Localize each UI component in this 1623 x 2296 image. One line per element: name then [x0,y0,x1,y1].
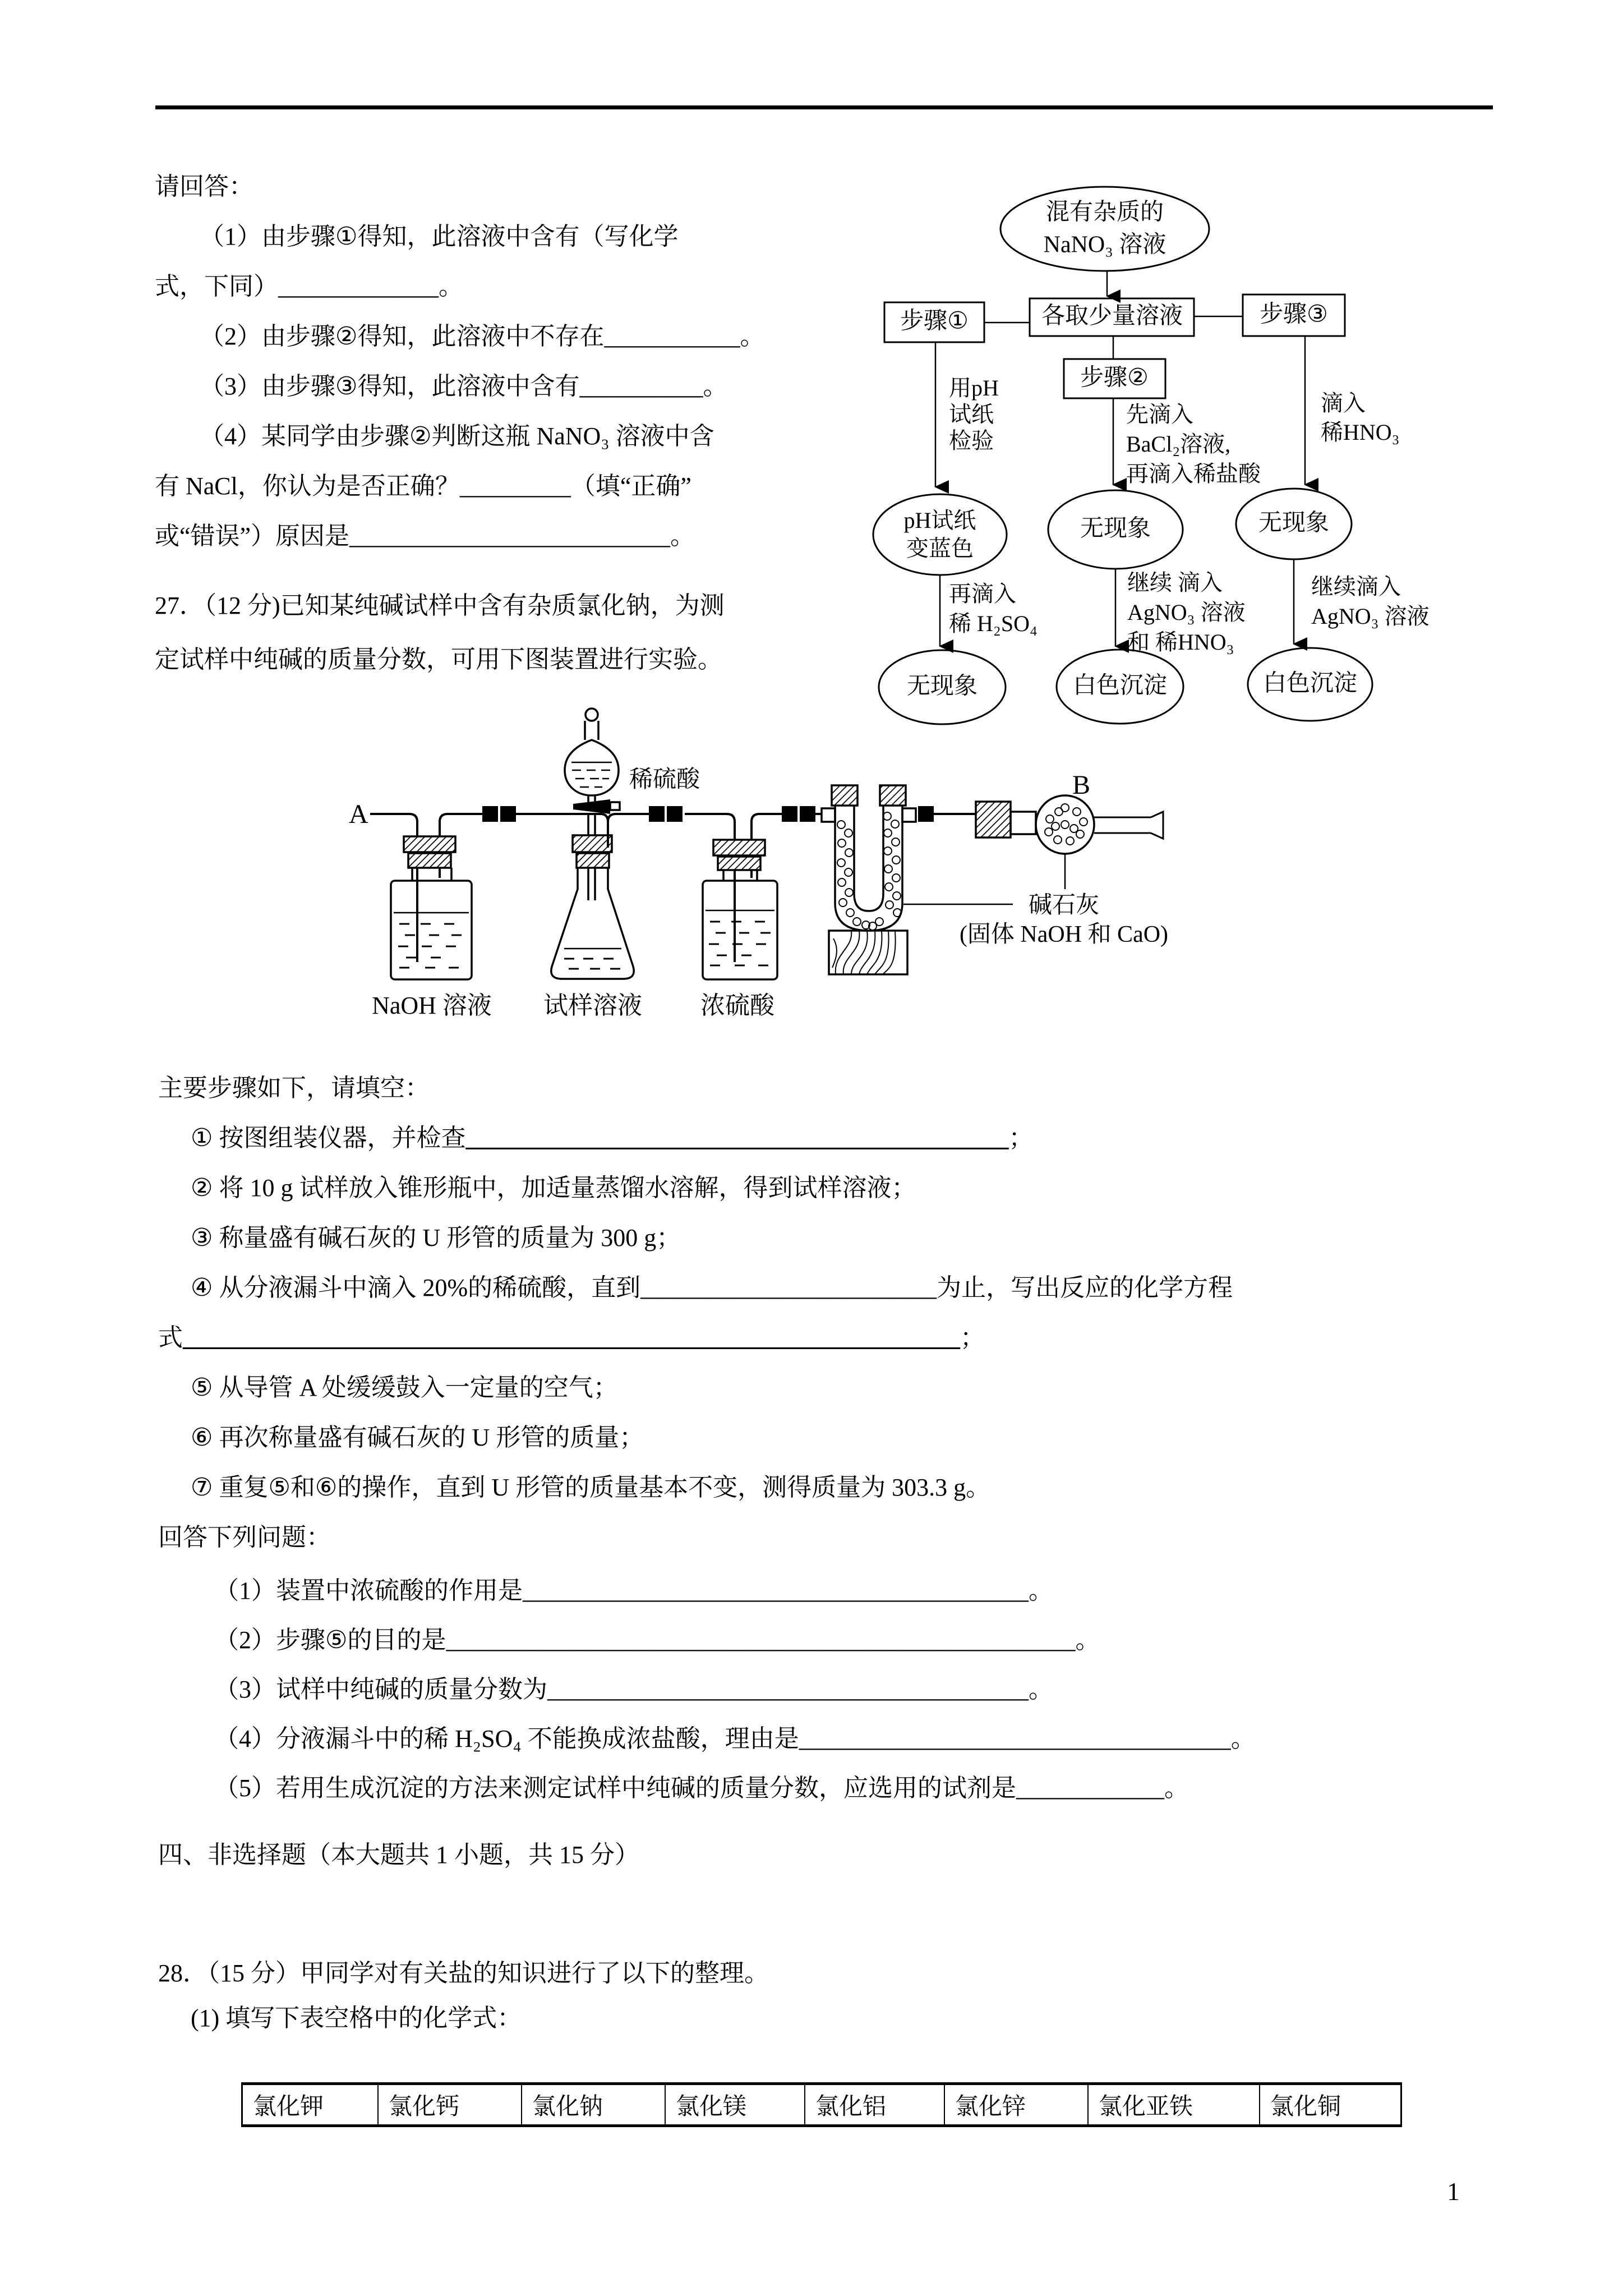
conical-flask [551,822,634,979]
text-line: (1) 填写下表空格中的化学式： [191,2004,522,2032]
text-line: 四、非选择题（本大题共 1 小题，共 15 分） [158,1841,639,1869]
flowchart-text: 再滴入稀盐酸 [1126,461,1261,486]
flowchart-text: 继续 滴入 [1127,570,1223,595]
flowchart-text: 和 稀HNO₃ [1127,629,1234,655]
salt-table [241,2082,1402,2127]
flowchart-text: 检验 [949,428,994,453]
label-naoh: NaOH 溶液 [372,992,492,1019]
text-line: （5）若用生成沉淀的方法来测定试样中纯碱的质量分数，应选用的试剂是____________。 [214,1774,1189,1802]
table-cell: 氯化钠 [522,2085,666,2124]
text-line: 请回答： [155,173,253,200]
q28-block [158,1951,1392,2041]
separating-funnel [565,708,620,900]
label-h2so4: 浓硫酸 [700,992,774,1019]
intro-questions [155,162,884,561]
blank-line: ________________________ [640,1274,937,1301]
text-line: （3）由步骤③得知，此溶液中含有__________。 [200,372,728,400]
text-line: 式_______________________________________________________________； [158,1324,985,1351]
text-line: 28．（15 分）甲同学对有关盐的知识进行了以下的整理。 [158,1959,769,1987]
table-cell: 氯化钾 [243,2085,379,2124]
q27-stem [155,579,884,687]
label-dilute-acid: 稀硫酸 [629,767,700,793]
text-line: 回答下列问题： [158,1524,331,1551]
text-line: ⑦ 重复⑤和⑥的操作，直到 U 形管的质量基本不变，测得质量为 303.3 g。 [191,1474,991,1501]
label-b: B [1072,770,1091,800]
flowchart-text: 白色沉淀 [1262,670,1358,697]
label-soda-lime: 碱石灰 [1028,892,1100,918]
table-cell: 氯化钙 [379,2085,522,2124]
table-cell: 氯化铜 [1270,2094,1341,2120]
label-a: A [349,799,368,829]
text-line: （4）某同学由步骤②判断这瓶 NaNO₃ 溶液中含 [200,422,714,450]
flowchart-text: 无现象 [906,673,978,700]
text-line: 有 NaCl，你认为是否正确？_________（填“正确” [155,472,691,500]
flowchart-text: AgNO₃ 溶液 [1311,604,1430,629]
text-line: （1）装置中浓硫酸的作用是_________________________________________。 [214,1577,1053,1604]
header-rule [155,105,1493,109]
steps-block [158,1063,1515,1562]
flowchart-text: 稀 H₂SO₄ [949,611,1038,636]
text-line: （2）步骤⑤的目的是___________________________________________________。 [214,1626,1100,1654]
flowchart-text: BaCl₂溶液, [1126,431,1231,457]
text-line: ⑥ 再次称量盛有碱石灰的 U 形管的质量； [191,1424,644,1451]
text-line: 式，下同）_____________。 [155,273,463,300]
table-cell: 氯化锌 [945,2085,1089,2124]
soda-lime-granules [837,812,901,930]
bulb-granules [1045,804,1087,845]
flowchart-text: 无现象 [1080,516,1151,542]
apparatus-diagram [314,704,1290,1041]
flowchart-text: 先滴入 [1126,402,1193,427]
text-line: ⑤ 从导管 A 处缓缓鼓入一定量的空气； [191,1374,618,1401]
text-line: （1）由步骤①得知，此溶液中含有（写化学 [200,223,679,250]
rubber-sleeve [976,802,1011,838]
flowchart-text: 滴入 [1321,390,1366,416]
text-line: ④ 从分液漏斗中滴入 20%的稀硫酸，直到________________________为止，写出反应的化学方程 [191,1274,1233,1301]
page-number: 1 [1447,2177,1460,2206]
flowchart-text: 用pH [949,375,999,401]
flowchart-text: 试纸 [949,402,994,427]
section-heading [158,1830,1280,1880]
q27-subquestions [158,1566,1515,1813]
table-cell: 氯化镁 [666,2085,805,2124]
flowchart-text: 稀HNO₃ [1321,420,1400,445]
u-tube [832,785,916,931]
blank-line: _______________________________________________________________ [183,1324,960,1351]
flowchart-text: 继续滴入 [1311,574,1401,599]
flowchart-text: NaNO₃ 溶液 [1043,232,1166,258]
flowchart-text: 步骤② [1080,365,1149,391]
wood-block [829,931,907,974]
text-line: 或“错误”）原因是__________________________。 [155,522,695,550]
text-line: ② 将 10 g 试样放入锥形瓶中，加适量蒸馏水溶解，得到试样溶液； [191,1174,916,1202]
flowchart-text: 步骤① [900,308,969,334]
flowchart-text: pH试纸 [903,508,976,533]
text-line: 27．（12 分)已知某纯碱试样中含有杂质氯化钠，为测 [155,592,725,619]
flowchart-text: 白色沉淀 [1072,673,1168,699]
text-line: （4）分液漏斗中的稀 H₂SO₄ 不能换成浓盐酸，理由是___________________________________。 [214,1725,1256,1752]
text-line: 主要步骤如下，请填空： [158,1074,430,1102]
text-line: （2）由步骤②得知，此溶液中不存在___________。 [200,323,765,350]
text-line: 定试样中纯碱的质量分数，可用下图装置进行实验。 [155,646,722,673]
blank-line: ____________________________________________ [465,1124,1009,1152]
table-cell: 氯化铝 [805,2085,945,2124]
text-line: （3）试样中纯碱的质量分数为_______________________________________。 [214,1676,1053,1703]
flowchart-node-ph-blue [873,494,1007,575]
flowchart-text: 步骤③ [1260,301,1328,328]
gas-washing-bottle-h2so4 [703,840,777,979]
flowchart-text: 混有杂质的 [1045,199,1164,226]
flowchart-text: 再滴入 [949,581,1016,606]
gas-washing-bottle-naoh [391,836,472,979]
table-cell: 氯化亚铁 [1089,2085,1260,2124]
flowchart-diagram [864,180,1458,735]
text-line: ① 按图组装仪器，并检查____________________________________________； [191,1124,1034,1152]
flowchart-text: AgNO₃ 溶液 [1127,600,1246,625]
flowchart-text: 无现象 [1258,510,1330,536]
label-sample: 试样溶液 [543,992,642,1019]
flowchart-text: 各取少量溶液 [1041,303,1183,329]
text-line: ③ 称量盛有碱石灰的 U 形管的质量为 300 g； [191,1224,681,1251]
flowchart-text: 变蓝色 [906,536,974,562]
label-soda-lime-detail: (固体 NaOH 和 CaO) [959,922,1169,947]
